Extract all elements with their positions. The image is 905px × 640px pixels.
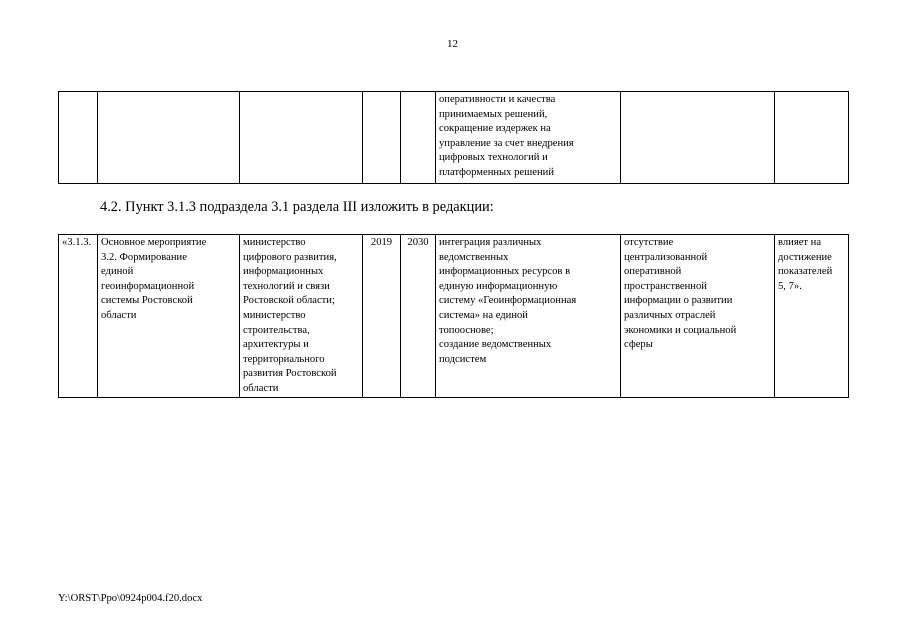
cell-text-line: архитектуры и — [243, 339, 309, 351]
cell-text-line: различных отраслей — [624, 309, 716, 321]
cell-text-line: управление за счет внедрения — [439, 137, 574, 149]
table-cell-end-year: 2030 — [401, 235, 436, 398]
section-heading: 4.2. Пункт 3.1.3 подраздела 3.1 раздела III изложить в редакции: — [100, 199, 494, 215]
cell-text-line: территориального — [243, 353, 325, 365]
cell-text-line: Основное мероприятие — [101, 237, 207, 248]
cell-text-line: подсистем — [439, 353, 487, 365]
table-cell-indicators — [775, 235, 849, 398]
table-cell-start-year — [363, 92, 401, 184]
table-cell-activity — [98, 235, 240, 398]
cell-text-line: централизованной — [624, 251, 708, 263]
table-cell-start-year: 2019 — [363, 235, 401, 398]
table-cell-indicators — [775, 92, 849, 184]
cell-text-line: влияет на — [778, 237, 822, 248]
cell-text-line: топооснове; — [439, 324, 494, 336]
cell-text-line: 3.2. Формирование — [101, 251, 187, 263]
cell-text-line: строительства, — [243, 324, 310, 336]
table-cell-number — [59, 92, 98, 184]
continued-program-table — [58, 91, 849, 184]
cell-text-line: Ростовской области; — [243, 295, 335, 307]
cell-text-line: развития Ростовской — [243, 368, 337, 380]
table-row — [59, 92, 849, 184]
cell-text-line: интеграция различных — [439, 237, 542, 248]
cell-text-line: цифрового развития, — [243, 251, 337, 263]
cell-text-line: сокращение издержек на — [439, 123, 551, 135]
cell-text-line: единой — [101, 266, 134, 278]
cell-text-line: пространственной — [624, 280, 707, 292]
cell-text-line: отсутствие — [624, 237, 674, 248]
cell-text-line: сферы — [624, 339, 653, 351]
cell-text-line: информационных ресурсов в — [439, 266, 571, 278]
table-cell-executor — [240, 235, 363, 398]
cell-text-line: системы Ростовской — [101, 295, 193, 307]
table-cell-consequence — [621, 92, 775, 184]
table-cell-activity — [98, 92, 240, 184]
cell-text-line: показателей — [778, 266, 833, 278]
cell-text-line: достижение — [778, 251, 832, 263]
cell-text-line: геоинформационной — [101, 280, 195, 292]
cell-text-line: министерство — [243, 309, 306, 321]
cell-text-line: области — [243, 382, 279, 394]
cell-text-line: технологий и связи — [243, 280, 330, 292]
cell-text-line: принимаемых решений, — [439, 108, 548, 120]
cell-text-line: экономики и социальной — [624, 324, 737, 336]
cell-text-line: цифровых технологий и — [439, 152, 548, 164]
cell-text-line: области — [101, 309, 137, 321]
cell-text-line: оперативной — [624, 266, 682, 278]
table-cell-executor — [240, 92, 363, 184]
cell-text-line: информации о развитии — [624, 295, 733, 307]
table-row — [59, 235, 849, 398]
table-cell-consequence — [621, 235, 775, 398]
table-cell-result — [436, 235, 621, 398]
cell-text-line: 5, 7». — [778, 280, 802, 292]
cell-text-line: информационных — [243, 266, 324, 278]
cell-text-line: министерство — [243, 237, 306, 248]
cell-text-line: создание ведомственных — [439, 339, 552, 351]
page-number: 12 — [447, 38, 458, 50]
cell-text-line: единую информационную — [439, 280, 558, 292]
cell-text-line: ведомственных — [439, 251, 509, 263]
cell-text-line: система» на единой — [439, 309, 528, 321]
amended-program-table — [58, 234, 849, 398]
table-cell-result — [436, 92, 621, 184]
cell-text-line: оперативности и качества — [439, 94, 556, 105]
cell-text-line: систему «Геоинформационная — [439, 295, 577, 307]
table-cell-number: «3.1.3. — [59, 235, 98, 398]
table-cell-end-year — [401, 92, 436, 184]
cell-text-line: платформенных решений — [439, 166, 554, 178]
file-path-footer: Y:\ORST\Ppo\0924p004.f20.docx — [58, 593, 203, 604]
